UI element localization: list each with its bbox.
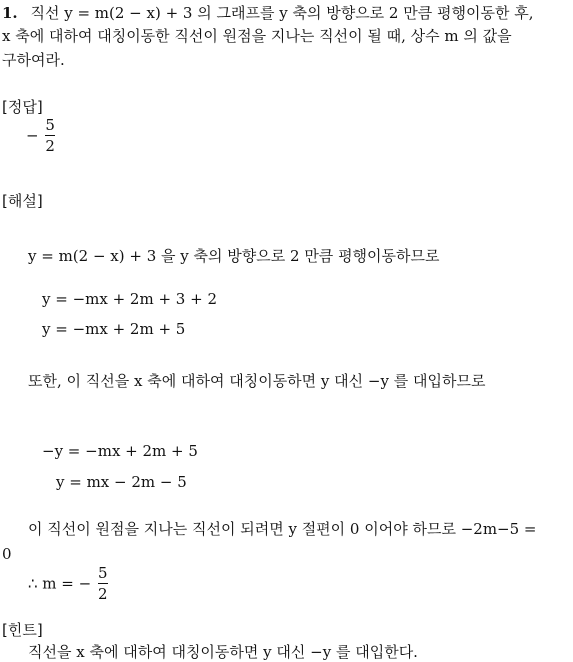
- solution-intro: y = m(2 − x) + 3 을 y 축의 방향으로 2 만큼 평행이동하므로: [28, 247, 440, 265]
- answer-value: [26, 116, 55, 155]
- solution-conclusion: [28, 564, 108, 603]
- problem-text-2: x 축에 대하여 대칭이동한 직선이 원점을 지나는 직선이 될 때, 상수 m 의 값을: [2, 27, 512, 45]
- answer-fraction: [45, 116, 55, 155]
- problem-line-1: [2, 2, 533, 23]
- solution-header: [해설]: [2, 192, 43, 210]
- solution-eq-1: y = −mx + 2m + 3 + 2: [42, 290, 217, 308]
- solution-eq-2: y = −mx + 2m + 5: [42, 320, 186, 338]
- solution-step-3: 이 직선이 원점을 지나는 직선이 되려면 y 절편이 0 이어야 하므로 −2m−5 =: [28, 520, 537, 538]
- solution-eq-4: y = mx − 2m − 5: [56, 473, 187, 491]
- answer-numerator: 5: [45, 116, 55, 134]
- answer-header: [정답]: [2, 98, 43, 116]
- fraction-bar: [45, 135, 55, 136]
- fraction-bar: [98, 583, 108, 584]
- hint-header: [힌트]: [2, 621, 43, 639]
- solution-step-3-cont: 0: [2, 545, 12, 563]
- conclusion-denominator: 2: [98, 585, 108, 603]
- conclusion-fraction: [98, 564, 108, 603]
- conclusion-numerator: 5: [98, 564, 108, 582]
- problem-number: 1.: [2, 4, 18, 22]
- answer-sign: −: [26, 126, 39, 145]
- conclusion-prefix: ∴ m = −: [28, 574, 92, 593]
- problem-text-3: 구하여라.: [2, 51, 65, 69]
- hint-text: 직선을 x 축에 대하여 대칭이동하면 y 대신 −y 를 대입한다.: [28, 643, 418, 661]
- solution-eq-3: −y = −mx + 2m + 5: [42, 442, 198, 460]
- problem-text-1: 직선 y = m(2 − x) + 3 의 그래프를 y 축의 방향으로 2 만큼 평행이동한 후,: [30, 4, 534, 22]
- solution-step-2: 또한, 이 직선을 x 축에 대하여 대칭이동하면 y 대신 −y 를 대입하므로: [28, 372, 486, 390]
- answer-denominator: 2: [45, 137, 55, 155]
